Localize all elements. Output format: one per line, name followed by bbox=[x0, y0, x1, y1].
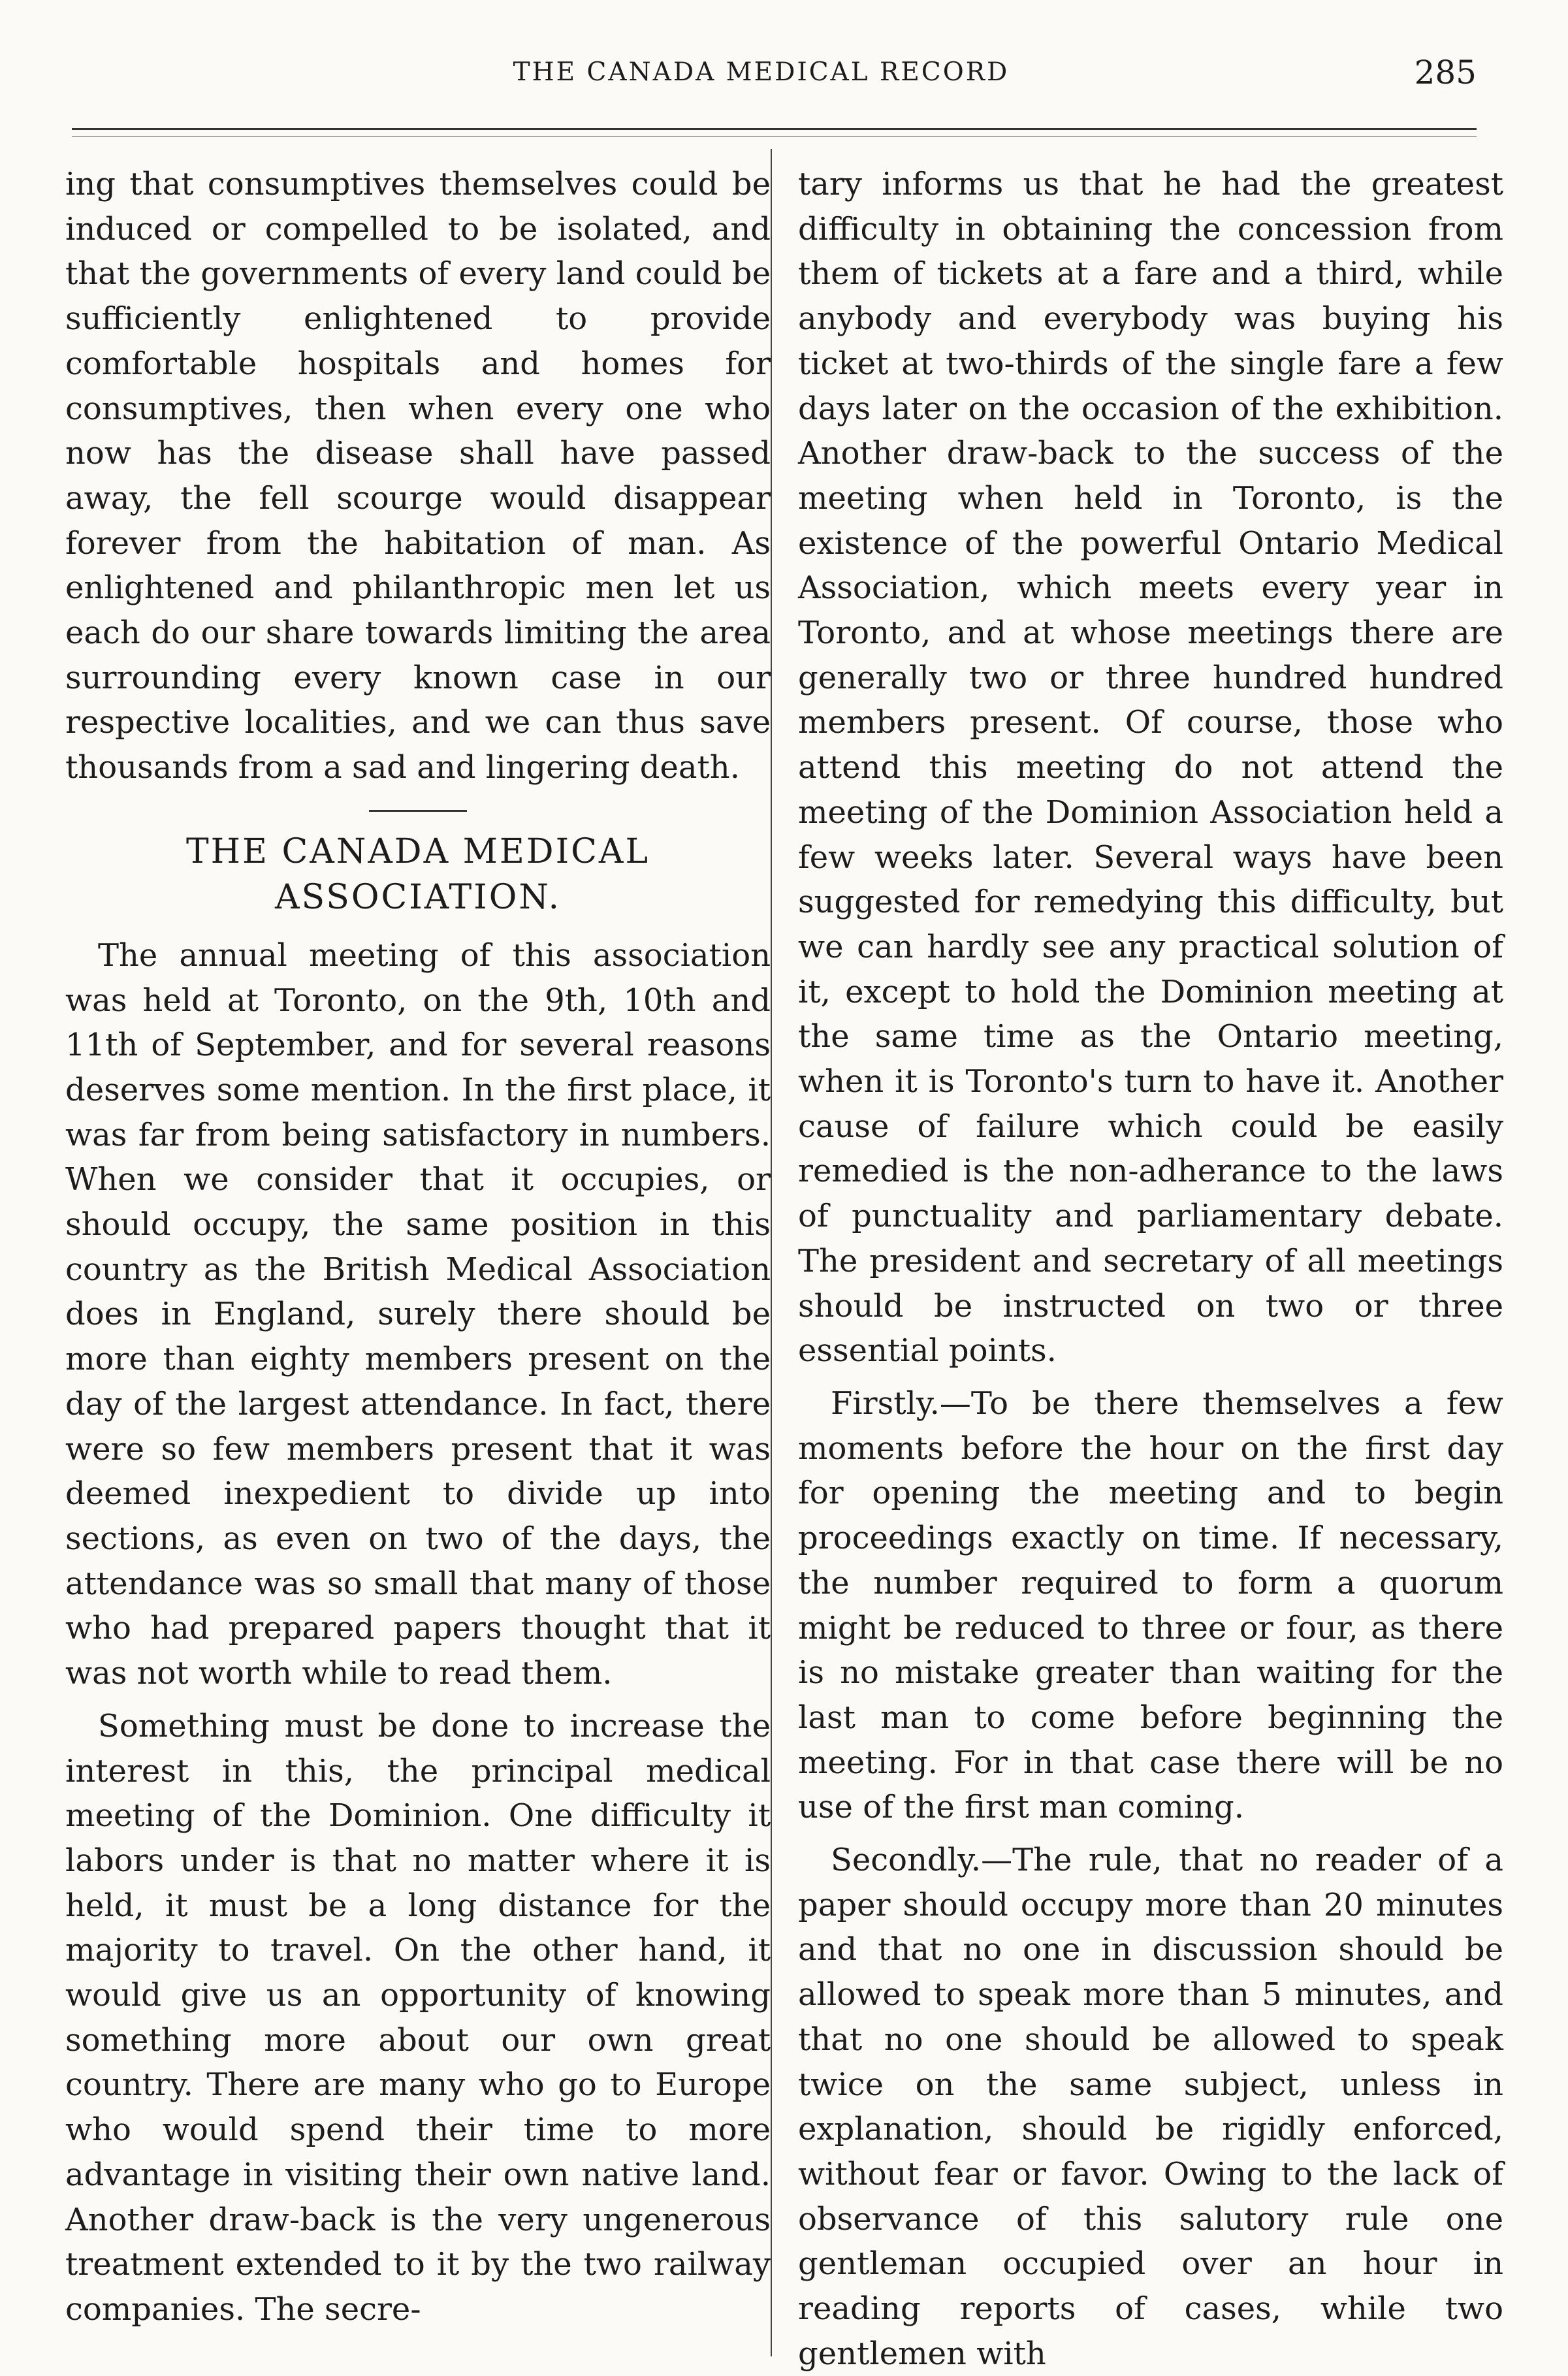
paragraph: ing that consumptives themselves could be induced or compelled to be isolated, and that the governments of every land could be sufficiently enlightened to provide comfortable hospitals and homes for consumptives, then when every one who now has the disease shall have passed away, the fell scourge would disappear forever from the habitation of man. As enlightened and philanthropic men let us each do our share towards limiting the area surrounding every known case in our respective localities, and we can thus save thousands from a sad and lingering death. bbox=[65, 166, 771, 786]
page-number: 285 bbox=[1414, 54, 1477, 91]
right-column bbox=[798, 162, 1503, 2376]
section-separator bbox=[369, 810, 467, 812]
header-rule bbox=[72, 128, 1477, 130]
paragraph: The annual meeting of this association was held at Toronto, on the 9th, 10th and 11th of September, and for several reasons deserves some mention. In the first place, it was far from being satisfactory in numbers. When we consider that it occupies, or should occupy, the same position in this country as the British Medical Association does in England, surely there should be more than eighty members present on the day of the largest attendance. In fact, there were so few members present that it was deemed inexpedient to divide up into sections, as even on two of the days, the attendance was so small that many of those who had prepared papers thought that it was not worth while to read them. bbox=[65, 937, 771, 1692]
running-title: THE CANADA MEDICAL RECORD bbox=[513, 57, 1010, 87]
page-header bbox=[46, 54, 1477, 110]
paragraph: Secondly.—The rule, that no reader of a paper should occupy more than 20 minutes and that no one in discussion should be allowed to speak more than 5 minutes, and that no one should be allowed to speak twice on the same subject, unless in explanation, should be rigidly enforced, without fear or favor. Owing to the lack of observance of this salutory rule one gentleman occupied over an hour in reading reports of cases, while two gentlemen with bbox=[798, 1842, 1503, 2372]
paragraph: Something must be done to increase the interest in this, the principal medical meeting of the Dominion. One difficulty it labors under is that no matter where it is held, it must be a long distance for the majority to travel. On the other hand, it would give us an opportunity of knowing something more about our own great country. There are many who go to Europe who would spend their time to more advantage in visiting their own native land. Another draw-back is the very ungenerous treatment extended to it by the two railway companies. The secre- bbox=[65, 1707, 771, 2328]
paragraph: Firstly.—To be there themselves a few moments before the hour on the first day for opening the meeting and to begin proceedings exactly on time. If necessary, the number required to form a quorum might be reduced to three or four, as there is no mistake greater than waiting for the last man to come before beginning the meeting. For in that case there will be no use of the first man coming. bbox=[798, 1385, 1503, 1826]
column-divider bbox=[771, 149, 772, 2356]
left-column bbox=[65, 162, 771, 2332]
section-heading: THE CANADA MEDICAL ASSOCIATION. bbox=[186, 831, 650, 917]
paragraph: tary informs us that he had the greatest difficulty in obtaining the concession from them of tickets at a fare and a third, while anybody and everybody was buying his ticket at two-thirds of the single fare a few days later on the occasion of the exhibition. Another draw-back to the success of the meeting when held in Toronto, is the existence of the powerful Ontario Medical Association, which meets every year in Toronto, and at whose meetings there are generally two or three hundred hundred members present. Of course, those who attend this meeting do not attend the meeting of the Dominion Association held a few weeks later. Several ways have been suggested for remedying this difficulty, but we can hardly see any practical solution of it, except to hold the Dominion meeting at the same time as the Ontario meeting, when it is Toronto's turn to have it. Another cause of failure which could be easily remedied is the non-adherance to the laws of punctuality and parliamentary debate. The president and secretary of all meetings should be instructed on two or three essential points. bbox=[798, 166, 1503, 1370]
